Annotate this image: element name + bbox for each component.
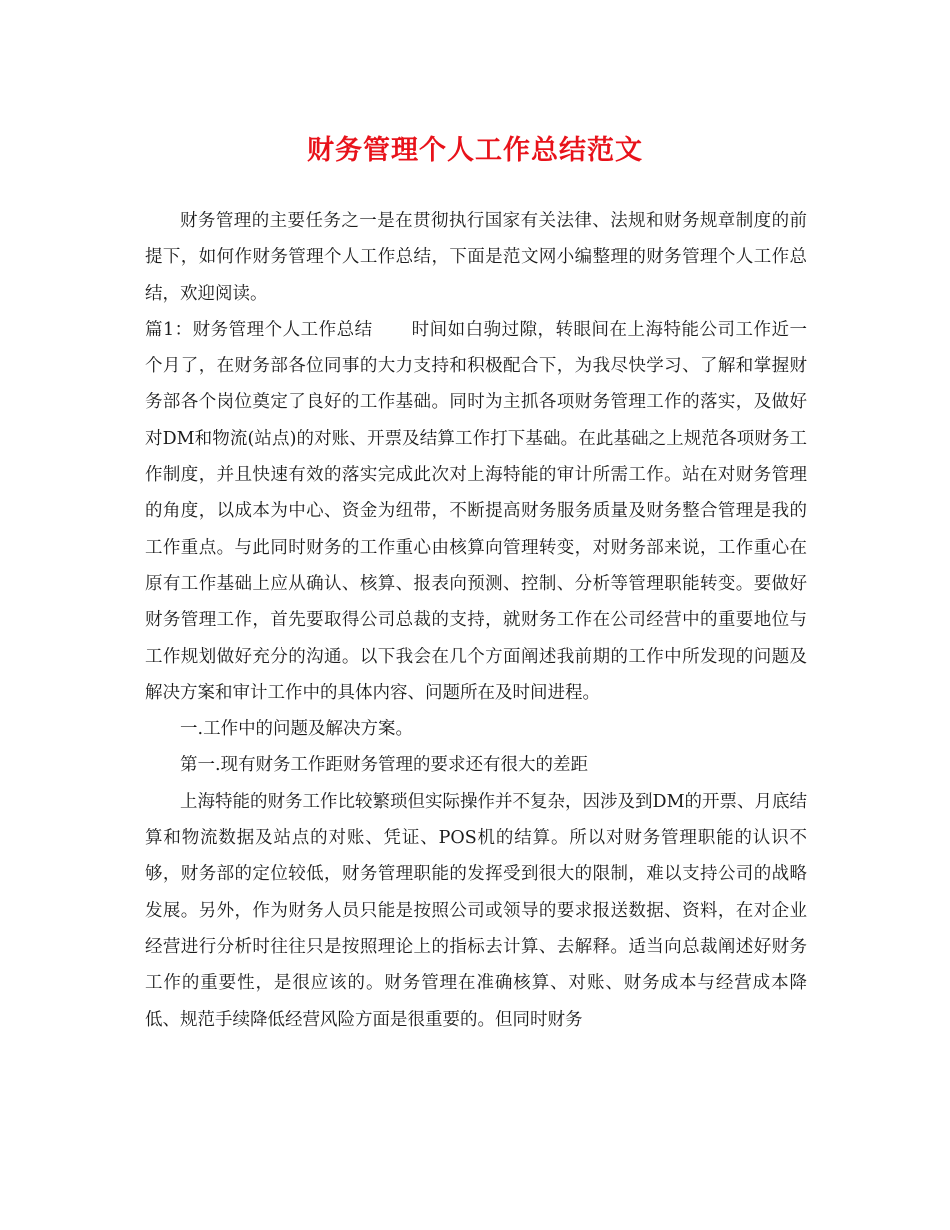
chapter-body: 时间如白驹过隙，转眼间在上海特能公司工作近一个月了，在财务部各位同事的大力支持和积极配合下，为我尽快学习、了解和掌握财务部各个岗位奠定了良好的工作基础。同时为主抓各项财务管理工作的落实，及做好对DM和物流(站点)的对账、开票及结算工作打下基础。在此基础之上规范各项财务工作制度，并且快速有效的落实完成此次对上海特能的审计所需工作。站在对财务管理的角度，以成本为中心、资金为纽带，不断提高财务服务质量及财务整合管理是我的工作重点。与此同时财务的工作重心由核算向管理转变，对财务部来说，工作重心在原有工作基础上应从确认、核算、报表向预测、控制、分析等管理职能转变。要做好财务管理工作，首先要取得公司总裁的支持，就财务工作在公司经营中的重要地位与工作规划做好充分的沟通。以下我会在几个方面阐述我前期的工作中所发现的问题及解决方案和审计工作中的具体内容、问题所在及时间进程。 [145,319,808,703]
point-heading: 第一.现有财务工作距财务管理的要求还有很大的差距 [180,755,589,776]
intro-paragraph: 财务管理的主要任务之一是在贯彻执行国家有关法律、法规和财务规章制度的前提下，如何作财务管理个人工作总结，下面是范文网小编整理的财务管理个人工作总结，欢迎阅读。 [145,211,807,304]
body-paragraph: 上海特能的财务工作比较繁琐但实际操作并不复杂，因涉及到DM的开票、月底结算和物流数据及站点的对账、凭证、POS机的结算。所以对财务管理职能的认识不够，财务部的定位较低，财务管理职能的发挥受到很大的限制，难以支持公司的战略发展。另外，作为财务人员只能是按照公司或领导的要求报送数据、资料，在对企业经营进行分析时往往只是按照理论上的指标去计算、去解释。适当向总裁阐述好财务工作的重要性，是很应该的。财务管理在准确核算、对账、财务成本与经营成本降低、规范手续降低经营风险方面是很重要的。但同时财务 [145,791,807,1030]
document-title: 财务管理个人工作总结范文 [307,135,643,166]
chapter-heading: 篇1：财务管理个人工作总结 [145,319,373,340]
chapter-paragraph [145,312,807,711]
section-heading: 一.工作中的问题及解决方案。 [180,719,414,740]
document-body [145,203,807,1038]
